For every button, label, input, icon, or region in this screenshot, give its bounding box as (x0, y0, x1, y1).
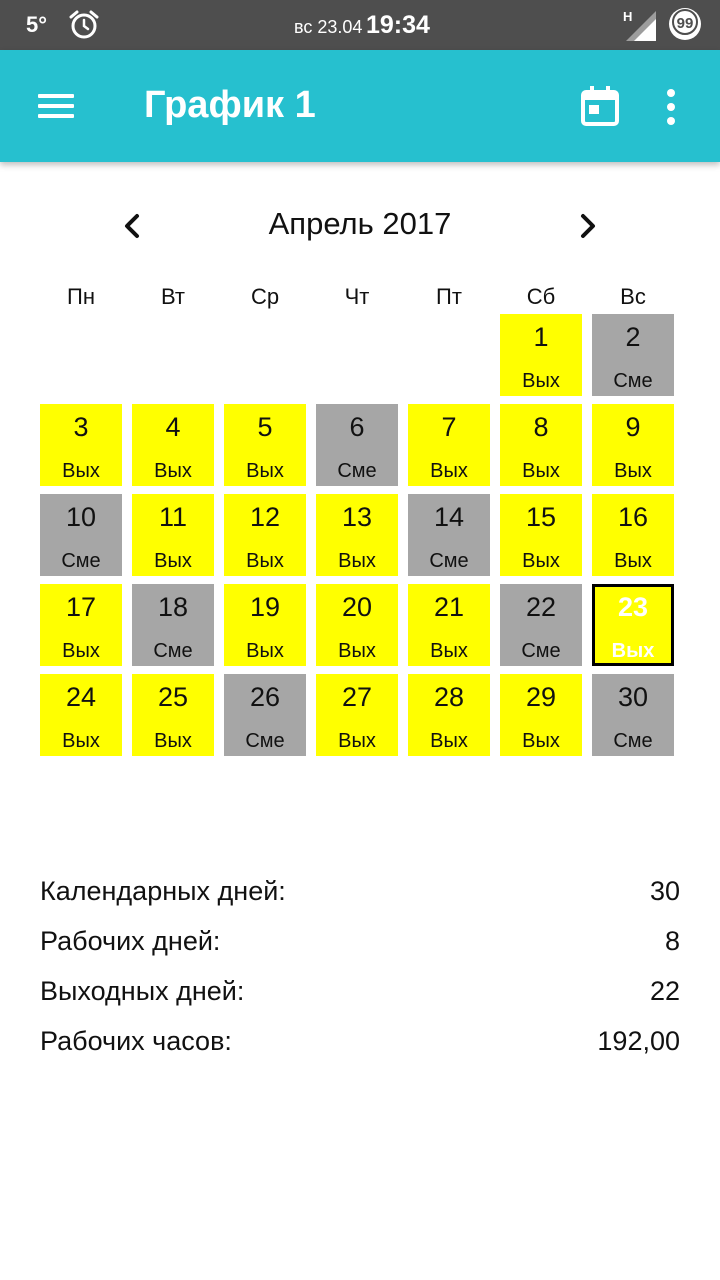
day-number: 28 (433, 682, 465, 712)
day-number: 2 (625, 322, 641, 352)
stat-value: 22 (649, 976, 680, 1006)
shift-label: Вых (430, 730, 468, 752)
day-number: 18 (157, 592, 189, 622)
shift-label: Сме (521, 640, 561, 662)
day-number: 23 (617, 592, 649, 622)
day-cell[interactable] (224, 584, 306, 666)
day-cell[interactable] (40, 404, 122, 486)
day-number: 8 (533, 412, 549, 442)
day-cell[interactable] (316, 674, 398, 756)
day-number: 29 (525, 682, 557, 712)
more-options-icon[interactable] (656, 86, 686, 128)
shift-label: Вых (611, 640, 655, 662)
day-cell[interactable] (224, 494, 306, 576)
battery-icon (669, 8, 701, 40)
shift-label: Вых (246, 640, 284, 662)
day-number: 20 (341, 592, 373, 622)
day-number: 6 (349, 412, 365, 442)
stat-label: Выходных дней: (40, 976, 245, 1006)
day-cell[interactable] (500, 494, 582, 576)
day-cell[interactable] (500, 674, 582, 756)
day-number: 10 (65, 502, 97, 532)
shift-label: Вых (430, 460, 468, 482)
next-month-button[interactable] (566, 204, 610, 248)
shift-label: Вых (154, 730, 192, 752)
day-cell[interactable] (408, 494, 490, 576)
day-cell[interactable] (500, 584, 582, 666)
stat-value: 8 (664, 926, 680, 956)
shift-label: Вых (154, 550, 192, 572)
shift-label: Сме (61, 550, 101, 572)
day-cell[interactable] (592, 404, 674, 486)
day-number: 15 (525, 502, 557, 532)
day-cell[interactable] (592, 314, 674, 396)
day-number: 13 (341, 502, 373, 532)
day-number: 5 (257, 412, 273, 442)
day-number: 27 (341, 682, 373, 712)
shift-label: Вых (522, 370, 560, 392)
day-cell[interactable] (500, 314, 582, 396)
shift-label: Сме (613, 370, 653, 392)
day-cell[interactable] (40, 674, 122, 756)
day-cell[interactable] (408, 404, 490, 486)
shift-label: Вых (522, 460, 560, 482)
day-number: 9 (625, 412, 641, 442)
day-cell[interactable] (132, 494, 214, 576)
shift-label: Сме (337, 460, 377, 482)
shift-label: Вых (338, 730, 376, 752)
shift-label: Вых (614, 460, 652, 482)
status-date: вс 23.04 (294, 17, 363, 37)
weekday-label: Пн (67, 284, 95, 309)
weekday-label: Чт (344, 284, 370, 309)
day-cell[interactable] (132, 674, 214, 756)
calendar-grid (40, 314, 680, 764)
stat-label: Календарных дней: (40, 876, 286, 906)
menu-icon[interactable] (36, 90, 76, 122)
day-cell[interactable] (592, 494, 674, 576)
day-number: 30 (617, 682, 649, 712)
stat-row-calendar-days (40, 876, 680, 926)
alarm-icon (68, 9, 100, 41)
shift-label: Вых (62, 640, 100, 662)
app-bar (0, 50, 720, 162)
day-number: 3 (73, 412, 89, 442)
app-title: График 1 (144, 84, 316, 126)
shift-label: Вых (614, 550, 652, 572)
day-cell[interactable] (40, 494, 122, 576)
day-cell[interactable] (592, 584, 674, 666)
day-number: 7 (441, 412, 457, 442)
status-bar (0, 0, 720, 50)
day-number: 12 (249, 502, 281, 532)
day-number: 19 (249, 592, 281, 622)
day-number: 22 (525, 592, 557, 622)
shift-label: Сме (613, 730, 653, 752)
shift-label: Вых (522, 730, 560, 752)
day-cell[interactable] (592, 674, 674, 756)
day-number: 14 (433, 502, 465, 532)
day-cell[interactable] (132, 404, 214, 486)
shift-label: Вых (246, 550, 284, 572)
stats-panel (40, 876, 680, 1076)
stat-value: 30 (649, 876, 680, 906)
shift-label: Вых (62, 460, 100, 482)
signal-icon (624, 11, 656, 41)
previous-month-button[interactable] (110, 204, 154, 248)
day-number: 24 (65, 682, 97, 712)
shift-label: Вых (154, 460, 192, 482)
day-cell[interactable] (500, 404, 582, 486)
weekday-label: Вс (620, 284, 646, 309)
shift-label: Сме (245, 730, 285, 752)
day-cell[interactable] (224, 404, 306, 486)
day-cell[interactable] (316, 494, 398, 576)
day-number: 26 (249, 682, 281, 712)
day-cell[interactable] (224, 674, 306, 756)
day-number: 11 (158, 502, 188, 532)
stat-value: 192,00 (597, 1026, 680, 1056)
day-number: 16 (617, 502, 649, 532)
shift-label: Сме (153, 640, 193, 662)
month-title: Апрель 2017 (268, 206, 452, 241)
weekday-header (40, 284, 680, 314)
status-time: 19:34 (366, 11, 430, 39)
shift-label: Вых (62, 730, 100, 752)
day-cell[interactable] (132, 584, 214, 666)
day-cell[interactable] (408, 674, 490, 756)
stat-label: Рабочих дней: (40, 926, 221, 956)
weekday-label: Сб (526, 284, 556, 309)
day-cell[interactable] (40, 584, 122, 666)
shift-label: Вых (430, 640, 468, 662)
battery-level: 99 (672, 9, 698, 35)
temperature: 5° (26, 12, 48, 37)
day-cell[interactable] (316, 584, 398, 666)
shift-label: Сме (429, 550, 469, 572)
calendar-icon[interactable] (578, 84, 622, 128)
shift-label: Вых (338, 550, 376, 572)
weekday-label: Пт (436, 284, 462, 309)
shift-label: Вых (246, 460, 284, 482)
day-number: 21 (433, 592, 465, 622)
weekday-label: Ср (250, 284, 280, 309)
stat-row-work-days (40, 926, 680, 976)
shift-label: Вых (338, 640, 376, 662)
day-number: 25 (157, 682, 189, 712)
weekday-label: Вт (160, 284, 186, 309)
day-number: 1 (533, 322, 549, 352)
day-number: 17 (65, 592, 97, 622)
stat-row-days-off (40, 976, 680, 1026)
network-type: H (623, 9, 633, 24)
day-cell[interactable] (408, 584, 490, 666)
day-cell[interactable] (316, 404, 398, 486)
day-number: 4 (165, 412, 181, 442)
shift-label: Вых (522, 550, 560, 572)
stat-row-work-hours (40, 1026, 680, 1076)
stat-label: Рабочих часов: (40, 1026, 232, 1056)
